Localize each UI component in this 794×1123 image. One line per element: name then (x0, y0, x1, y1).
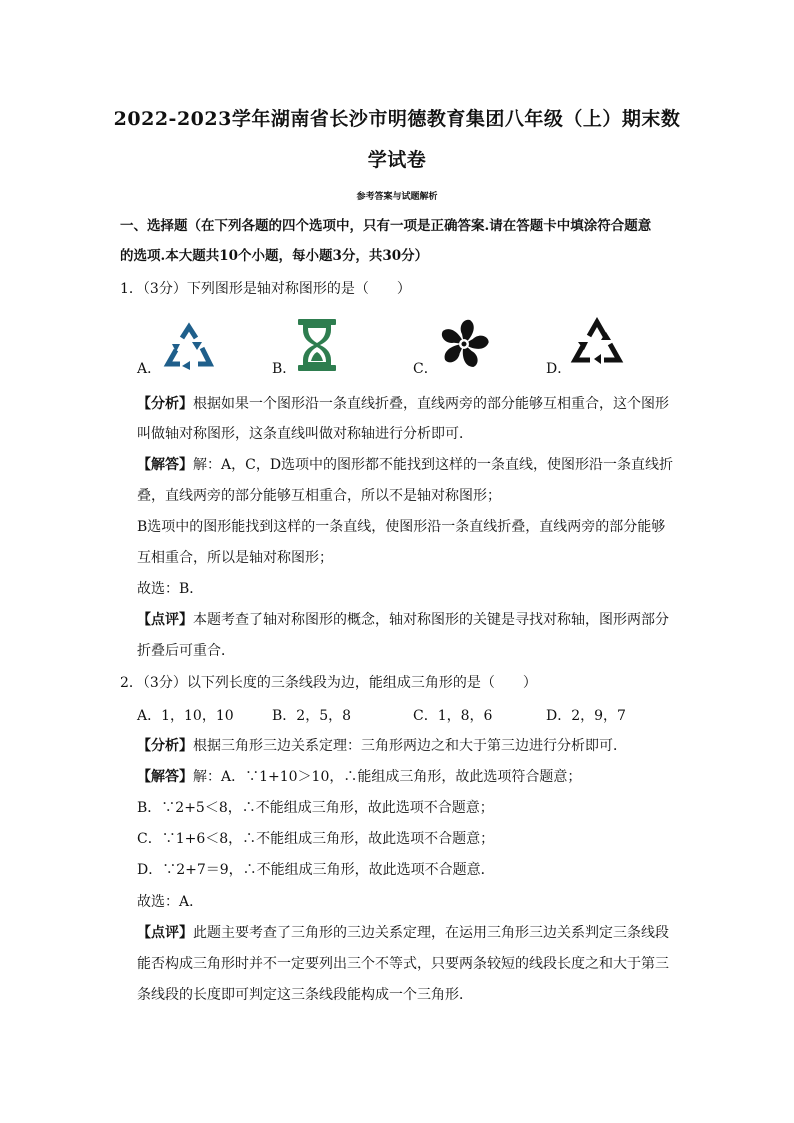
q1-answer-line4: 互相重合，所以是轴对称图形； (137, 550, 333, 566)
answer-tag: 【解答】 (137, 457, 193, 473)
q2-answer-line1: 【解答】解：A．∵1+10＞10，∴能组成三角形，故此选项符合题意； (137, 769, 582, 785)
q1-comment-line2: 折叠后可重合． (137, 643, 235, 659)
q2-comment-line2: 能否构成三角形时并不一定要列出三个不等式，只要两条较短的线段长度之和大于第三 (137, 956, 669, 972)
q2-choice: 故选：A． (137, 894, 204, 910)
q2-comment-line1: 【点评】此题主要考查了三角形的三边关系定理，在运用三角形三边关系判定三条线段 (137, 925, 669, 941)
q1-option-c-label: C． (413, 361, 438, 377)
section-heading-line2: 的选项.本大题共10个小题，每小题3分，共30分） (120, 248, 429, 264)
q2-option-c: C．1，8，6 (413, 708, 493, 724)
analysis-tag: 【分析】 (137, 396, 193, 412)
q2-answer-line3: C．∵1+6＜8，∴不能组成三角形，故此选项不合题意； (137, 831, 495, 847)
page-title-line2: 学试卷 (367, 149, 427, 171)
q1-choice: 故选：B． (137, 581, 204, 597)
q1-option-b-label: B． (272, 361, 297, 377)
recycle-triangle-icon (570, 316, 624, 372)
q1-stem: 1．（3分）下列图形是轴对称图形的是（ ） (120, 281, 411, 297)
q2-stem: 2．（3分）以下列长度的三条线段为边，能组成三角形的是（ ） (120, 675, 537, 691)
q1-comment-line1: 【点评】本题考查了轴对称图形的概念，轴对称图形的关键是寻找对称轴，图形两部分 (137, 612, 669, 628)
q2-analysis-line1: 【分析】根据三角形三边关系定理：三角形两边之和大于第三边进行分析即可． (137, 738, 627, 754)
q1-option-d-label: D． (546, 361, 572, 377)
hourglass-icon (296, 318, 338, 372)
q2-option-a: A．1，10，10 (137, 708, 234, 724)
q1-analysis-line1: 【分析】根据如果一个图形沿一条直线折叠，直线两旁的部分能够互相重合，这个图形 (137, 396, 669, 412)
section-heading-line1: 一、选择题（在下列各题的四个选项中，只有一项是正确答案.请在答题卡中填涂符合题意 (120, 218, 652, 234)
q1-answer-line1: 【解答】解：A，C，D选项中的图形都不能找到这样的一条直线，使图形沿一条直线折 (137, 457, 674, 473)
q1-analysis-line2: 叫做轴对称图形，这条直线叫做对称轴进行分析即可． (137, 426, 473, 442)
q2-option-d: D．2，9，7 (546, 708, 626, 724)
analysis-tag: 【分析】 (137, 738, 193, 754)
q2-answer-line4: D．∵2+7＝9，∴不能组成三角形，故此选项不合题意． (137, 862, 495, 878)
page-title-line1: 2022-2023学年湖南省长沙市明德教育集团八年级（上）期末数 (113, 108, 681, 130)
pinwheel-flower-icon (438, 318, 490, 370)
q2-answer-line2: B．∵2+5＜8，∴不能组成三角形，故此选项不合题意； (137, 800, 494, 816)
page-subtitle: 参考答案与试题解析 (356, 192, 438, 202)
recycle-arrows-icon (162, 322, 216, 372)
q2-option-b: B．2，5，8 (272, 708, 352, 724)
comment-tag: 【点评】 (137, 925, 193, 941)
q1-option-a-label: A． (137, 361, 162, 377)
answer-tag: 【解答】 (137, 769, 193, 785)
q2-comment-line3: 条线段的长度即可判定这三条线段能构成一个三角形． (137, 987, 473, 1003)
q1-answer-line3: B选项中的图形能找到这样的一条直线，使图形沿一条直线折叠，直线两旁的部分能够 (137, 519, 666, 535)
q1-answer-line2: 叠，直线两旁的部分能够互相重合，所以不是轴对称图形； (137, 488, 501, 504)
comment-tag: 【点评】 (137, 612, 193, 628)
